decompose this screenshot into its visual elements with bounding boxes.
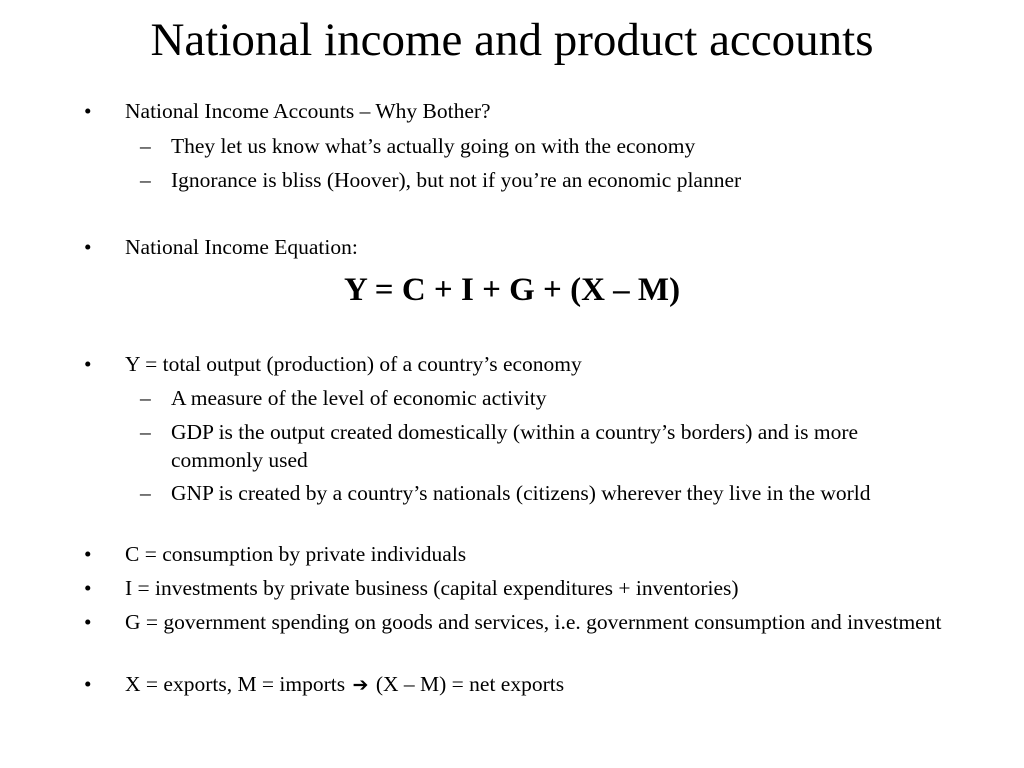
bullet-text: I = investments by private business (capital expenditures + inventories)	[125, 576, 739, 600]
bullet-x-m-definition	[84, 670, 964, 699]
bullet-text: C = consumption by private individuals	[125, 542, 467, 566]
sub-bullet-gdp	[140, 418, 940, 474]
sub-bullet-text: GDP is the output created domestically (within a country’s borders) and is more commonly used	[171, 420, 859, 472]
bullet-g-definition	[84, 608, 964, 636]
dash-marker: –	[140, 168, 151, 192]
exports-imports-text: X = exports, M = imports	[125, 672, 346, 696]
bullet-income-equation	[84, 233, 964, 261]
dash-marker: –	[140, 134, 151, 158]
sub-bullet-economic-activity	[140, 384, 940, 412]
sub-bullet-know-economy	[140, 132, 940, 160]
bullet-text: Y = total output (production) of a country’s economy	[125, 352, 582, 376]
dash-marker: –	[140, 386, 151, 410]
sub-bullet-gnp	[140, 479, 940, 507]
bullet-text: National Income Equation:	[125, 235, 358, 259]
net-exports-text: (X – M) = net exports	[375, 672, 565, 696]
bullet-text	[125, 670, 945, 699]
national-income-equation: Y = C + I + G + (X – M)	[343, 272, 681, 308]
right-arrow-icon: ➔	[352, 674, 369, 696]
bullet-marker: •	[84, 352, 92, 376]
sub-bullet-ignorance	[140, 166, 940, 194]
bullet-text: G = government spending on goods and services, i.e. government consumption and investment	[125, 610, 942, 634]
bullet-c-definition	[84, 540, 964, 568]
dash-marker: –	[140, 420, 151, 444]
bullet-marker: •	[84, 672, 92, 696]
bullet-text: National Income Accounts – Why Bother?	[125, 99, 491, 123]
bullet-marker: •	[84, 576, 92, 600]
bullet-marker: •	[84, 542, 92, 566]
bullet-marker: •	[84, 235, 92, 259]
bullet-marker: •	[84, 610, 92, 634]
bullet-y-definition	[84, 350, 964, 378]
bullet-i-definition	[84, 574, 964, 602]
slide-title: National income and product accounts	[150, 14, 874, 66]
bullet-marker: •	[84, 99, 92, 123]
sub-bullet-text: GNP is created by a country’s nationals (citizens) wherever they live in the world	[171, 481, 871, 505]
sub-bullet-text: Ignorance is bliss (Hoover), but not if you’re an economic planner	[171, 168, 742, 192]
bullet-why-bother	[84, 97, 964, 125]
dash-marker: –	[140, 481, 151, 505]
sub-bullet-text: A measure of the level of economic activity	[171, 386, 547, 410]
sub-bullet-text: They let us know what’s actually going on with the economy	[171, 134, 696, 158]
